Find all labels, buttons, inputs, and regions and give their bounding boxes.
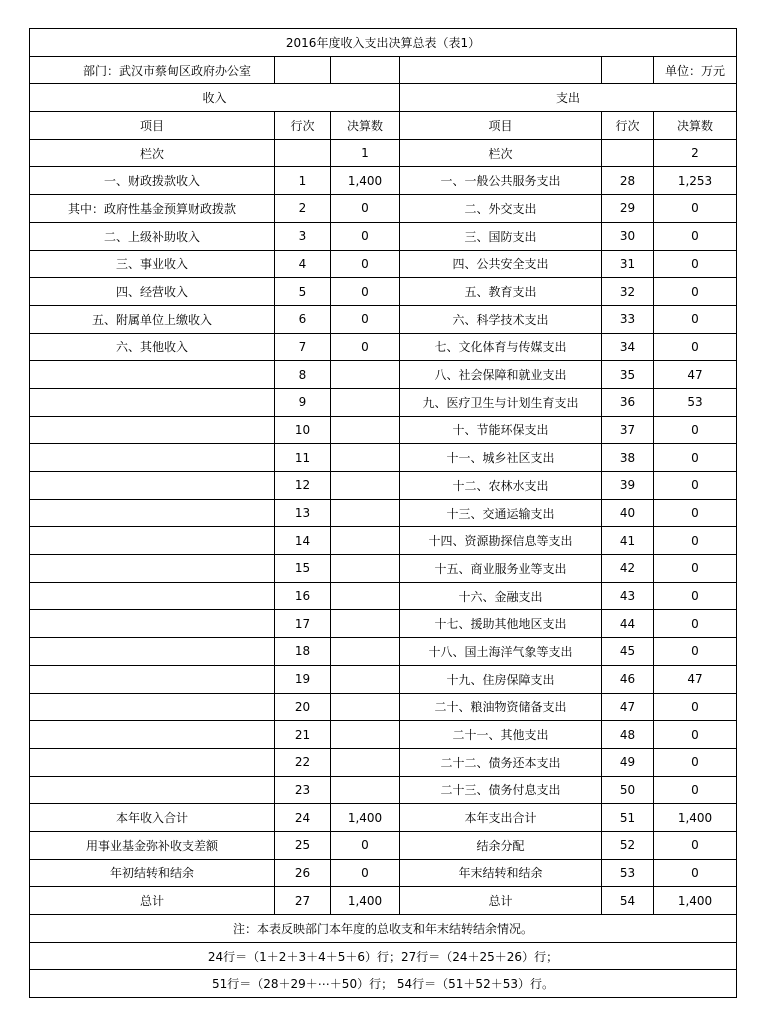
expense-amount-cell: 0 [654, 582, 737, 610]
expense-amount-cell: 0 [654, 748, 737, 776]
expense-rowno-cell: 32 [602, 278, 654, 306]
expense-rowno-cell: 38 [602, 444, 654, 472]
table-row [30, 444, 737, 472]
income-amount-cell [331, 721, 400, 749]
income-rowno-cell: 25 [275, 831, 331, 859]
expense-item-cell: 十二、农林水支出 [400, 472, 602, 500]
income-item-cell [30, 638, 275, 666]
income-item-cell [30, 748, 275, 776]
table-row [30, 693, 737, 721]
income-rowno-cell: 6 [275, 305, 331, 333]
expense-item-cell: 结余分配 [400, 831, 602, 859]
expense-amount-cell: 0 [654, 555, 737, 583]
expense-item-cell: 十七、援助其他地区支出 [400, 610, 602, 638]
column-label-income: 栏次 [30, 139, 275, 167]
expense-rowno-cell: 41 [602, 527, 654, 555]
table-row [30, 278, 737, 306]
expense-amount-cell: 47 [654, 665, 737, 693]
expense-item-cell: 九、医疗卫生与计划生育支出 [400, 388, 602, 416]
expense-amount-cell: 1,400 [654, 887, 737, 915]
income-amount-cell [331, 776, 400, 804]
income-rowno-cell: 16 [275, 582, 331, 610]
income-amount-cell: 0 [331, 333, 400, 361]
income-rowno-cell: 20 [275, 693, 331, 721]
income-rowno-cell: 5 [275, 278, 331, 306]
expense-item-cell: 二十二、债务还本支出 [400, 748, 602, 776]
expense-amount-cell: 0 [654, 610, 737, 638]
expense-rowno-cell: 34 [602, 333, 654, 361]
income-item-cell [30, 444, 275, 472]
income-item-cell: 本年收入合计 [30, 804, 275, 832]
income-amount-cell [331, 527, 400, 555]
table-row [30, 305, 737, 333]
expense-rowno-cell: 47 [602, 693, 654, 721]
table-row [30, 721, 737, 749]
expense-amount-cell: 0 [654, 444, 737, 472]
expense-amount-header: 决算数 [654, 112, 737, 140]
income-amount-cell: 0 [331, 859, 400, 887]
income-item-cell: 五、附属单位上缴收入 [30, 305, 275, 333]
income-rowno-cell: 22 [275, 748, 331, 776]
expense-amount-cell: 1,400 [654, 804, 737, 832]
expense-rowno-cell: 50 [602, 776, 654, 804]
income-rowno-cell: 14 [275, 527, 331, 555]
unit-label: 单位：万元 [654, 56, 737, 84]
expense-item-cell: 年末结转和结余 [400, 859, 602, 887]
blank-cell [275, 56, 331, 84]
blank-cell [602, 56, 654, 84]
income-rowno-cell: 27 [275, 887, 331, 915]
expense-amount-cell: 0 [654, 278, 737, 306]
expense-rowno-cell: 31 [602, 250, 654, 278]
income-rowno-cell: 19 [275, 665, 331, 693]
table-row [30, 527, 737, 555]
blank-cell [400, 56, 602, 84]
expense-amount-cell: 0 [654, 472, 737, 500]
expense-item-cell: 四、公共安全支出 [400, 250, 602, 278]
income-amount-cell: 0 [331, 831, 400, 859]
income-rowno-cell: 11 [275, 444, 331, 472]
expense-item-cell: 二十、粮油物资储备支出 [400, 693, 602, 721]
income-item-cell [30, 416, 275, 444]
income-amount-cell [331, 472, 400, 500]
expense-item-cell: 二十三、债务付息支出 [400, 776, 602, 804]
income-item-cell: 其中：政府性基金预算财政拨款 [30, 195, 275, 223]
income-amount-cell: 0 [331, 305, 400, 333]
expense-item-cell: 十五、商业服务业等支出 [400, 555, 602, 583]
table-title: 2016年度收入支出决算总表（表1） [30, 29, 737, 57]
expense-amount-cell: 47 [654, 361, 737, 389]
expense-item-cell: 二、外交支出 [400, 195, 602, 223]
income-item-cell: 用事业基金弥补收支差额 [30, 831, 275, 859]
income-item-cell: 一、财政拨款收入 [30, 167, 275, 195]
income-rowno-cell: 10 [275, 416, 331, 444]
expense-amount-cell: 0 [654, 638, 737, 666]
income-item-cell [30, 721, 275, 749]
expense-rowno-cell: 42 [602, 555, 654, 583]
expense-rowno-cell: 30 [602, 222, 654, 250]
table-row [30, 665, 737, 693]
table-row [30, 748, 737, 776]
formula-note-income: 24行＝（1＋2＋3＋4＋5＋6）行；27行＝（24＋25＋26）行； [30, 942, 737, 970]
expense-item-cell: 五、教育支出 [400, 278, 602, 306]
income-item-cell [30, 361, 275, 389]
income-amount-cell [331, 638, 400, 666]
expense-rowno-cell: 29 [602, 195, 654, 223]
income-amount-cell: 1,400 [331, 804, 400, 832]
expense-item-header: 项目 [400, 112, 602, 140]
income-amount-cell [331, 610, 400, 638]
expense-amount-cell: 0 [654, 333, 737, 361]
expense-rowno-cell: 51 [602, 804, 654, 832]
expense-item-cell: 七、文化体育与传媒支出 [400, 333, 602, 361]
income-amount-cell: 0 [331, 195, 400, 223]
income-item-cell [30, 555, 275, 583]
income-item-cell [30, 499, 275, 527]
income-item-cell [30, 610, 275, 638]
income-rowno-cell: 4 [275, 250, 331, 278]
income-rowno-cell: 3 [275, 222, 331, 250]
expense-rowno-cell: 36 [602, 388, 654, 416]
expense-item-cell: 本年支出合计 [400, 804, 602, 832]
expense-item-cell: 十三、交通运输支出 [400, 499, 602, 527]
formula-note-expense: 51行＝（28＋29＋⋯＋50）行； 54行＝（51＋52＋53）行。 [30, 970, 737, 998]
expense-rowno-cell: 49 [602, 748, 654, 776]
income-amount-cell: 0 [331, 278, 400, 306]
expense-rowno-cell: 35 [602, 361, 654, 389]
income-rowno-cell: 13 [275, 499, 331, 527]
income-item-cell [30, 388, 275, 416]
income-amount-cell [331, 444, 400, 472]
expense-column-number: 2 [654, 139, 737, 167]
expense-rowno-cell: 39 [602, 472, 654, 500]
table-row [30, 610, 737, 638]
expense-item-cell: 总计 [400, 887, 602, 915]
income-item-cell: 总计 [30, 887, 275, 915]
income-rowno-header: 行次 [275, 112, 331, 140]
table-row [30, 167, 737, 195]
income-amount-cell: 0 [331, 250, 400, 278]
expense-section-header: 支出 [400, 84, 737, 112]
expense-item-cell: 十九、住房保障支出 [400, 665, 602, 693]
income-item-cell [30, 665, 275, 693]
income-rowno-cell: 9 [275, 388, 331, 416]
income-amount-cell [331, 748, 400, 776]
table-row [30, 333, 737, 361]
expense-rowno-cell: 37 [602, 416, 654, 444]
expense-rowno-cell: 33 [602, 305, 654, 333]
income-rowno-cell: 1 [275, 167, 331, 195]
income-amount-cell [331, 693, 400, 721]
table-row [30, 804, 737, 832]
expense-amount-cell: 53 [654, 388, 737, 416]
expense-amount-cell: 0 [654, 222, 737, 250]
expense-rowno-cell: 53 [602, 859, 654, 887]
income-item-cell [30, 776, 275, 804]
expense-amount-cell: 1,253 [654, 167, 737, 195]
table-row [30, 195, 737, 223]
income-rowno-cell: 26 [275, 859, 331, 887]
income-amount-cell [331, 416, 400, 444]
table-row [30, 831, 737, 859]
income-rowno-cell: 12 [275, 472, 331, 500]
income-item-cell: 四、经营收入 [30, 278, 275, 306]
income-item-cell [30, 693, 275, 721]
expense-rowno-cell: 48 [602, 721, 654, 749]
table-row [30, 361, 737, 389]
income-item-cell: 六、其他收入 [30, 333, 275, 361]
income-amount-cell: 1,400 [331, 887, 400, 915]
expense-item-cell: 三、国防支出 [400, 222, 602, 250]
expense-amount-cell: 0 [654, 499, 737, 527]
table-row [30, 250, 737, 278]
expense-rowno-cell: 52 [602, 831, 654, 859]
table-row [30, 388, 737, 416]
expense-amount-cell: 0 [654, 831, 737, 859]
expense-item-cell: 八、社会保障和就业支出 [400, 361, 602, 389]
expense-item-cell: 十一、城乡社区支出 [400, 444, 602, 472]
income-amount-cell [331, 361, 400, 389]
income-amount-cell [331, 388, 400, 416]
table-row [30, 222, 737, 250]
income-rowno-cell: 2 [275, 195, 331, 223]
blank-cell [602, 139, 654, 167]
expense-amount-cell: 0 [654, 721, 737, 749]
table-row [30, 776, 737, 804]
income-amount-cell [331, 665, 400, 693]
expense-item-cell: 十八、国土海洋气象等支出 [400, 638, 602, 666]
table-row [30, 472, 737, 500]
income-rowno-cell: 17 [275, 610, 331, 638]
expense-amount-cell: 0 [654, 195, 737, 223]
table-row [30, 638, 737, 666]
expense-rowno-header: 行次 [602, 112, 654, 140]
income-rowno-cell: 18 [275, 638, 331, 666]
expense-rowno-cell: 28 [602, 167, 654, 195]
income-amount-cell: 1,400 [331, 167, 400, 195]
column-label-expense: 栏次 [400, 139, 602, 167]
income-amount-cell [331, 582, 400, 610]
income-item-cell [30, 472, 275, 500]
income-item-cell: 年初结转和结余 [30, 859, 275, 887]
expense-item-cell: 二十一、其他支出 [400, 721, 602, 749]
table-row [30, 555, 737, 583]
table-row [30, 499, 737, 527]
department-label: 部门：武汉市蔡甸区政府办公室 [30, 56, 275, 84]
expense-rowno-cell: 40 [602, 499, 654, 527]
table-row [30, 859, 737, 887]
income-section-header: 收入 [30, 84, 400, 112]
expense-item-cell: 十六、金融支出 [400, 582, 602, 610]
table-row [30, 887, 737, 915]
expense-rowno-cell: 43 [602, 582, 654, 610]
income-item-cell: 三、事业收入 [30, 250, 275, 278]
expense-amount-cell: 0 [654, 859, 737, 887]
income-rowno-cell: 8 [275, 361, 331, 389]
income-expense-table [29, 28, 737, 998]
income-item-cell [30, 527, 275, 555]
expense-amount-cell: 0 [654, 416, 737, 444]
expense-item-cell: 十四、资源勘探信息等支出 [400, 527, 602, 555]
expense-rowno-cell: 45 [602, 638, 654, 666]
income-rowno-cell: 24 [275, 804, 331, 832]
income-column-number: 1 [331, 139, 400, 167]
expense-amount-cell: 0 [654, 250, 737, 278]
income-item-cell [30, 582, 275, 610]
table-note: 注：本表反映部门本年度的总收支和年末结转结余情况。 [30, 915, 737, 943]
blank-cell [275, 139, 331, 167]
table-row [30, 416, 737, 444]
expense-item-cell: 十、节能环保支出 [400, 416, 602, 444]
income-rowno-cell: 7 [275, 333, 331, 361]
income-amount-cell [331, 499, 400, 527]
table-row [30, 582, 737, 610]
expense-item-cell: 六、科学技术支出 [400, 305, 602, 333]
income-amount-cell [331, 555, 400, 583]
income-item-header: 项目 [30, 112, 275, 140]
expense-item-cell: 一、一般公共服务支出 [400, 167, 602, 195]
income-rowno-cell: 23 [275, 776, 331, 804]
expense-rowno-cell: 46 [602, 665, 654, 693]
income-rowno-cell: 21 [275, 721, 331, 749]
expense-amount-cell: 0 [654, 305, 737, 333]
income-amount-cell: 0 [331, 222, 400, 250]
expense-amount-cell: 0 [654, 776, 737, 804]
income-amount-header: 决算数 [331, 112, 400, 140]
expense-amount-cell: 0 [654, 527, 737, 555]
income-rowno-cell: 15 [275, 555, 331, 583]
expense-rowno-cell: 44 [602, 610, 654, 638]
expense-amount-cell: 0 [654, 693, 737, 721]
blank-cell [331, 56, 400, 84]
expense-rowno-cell: 54 [602, 887, 654, 915]
income-item-cell: 二、上级补助收入 [30, 222, 275, 250]
